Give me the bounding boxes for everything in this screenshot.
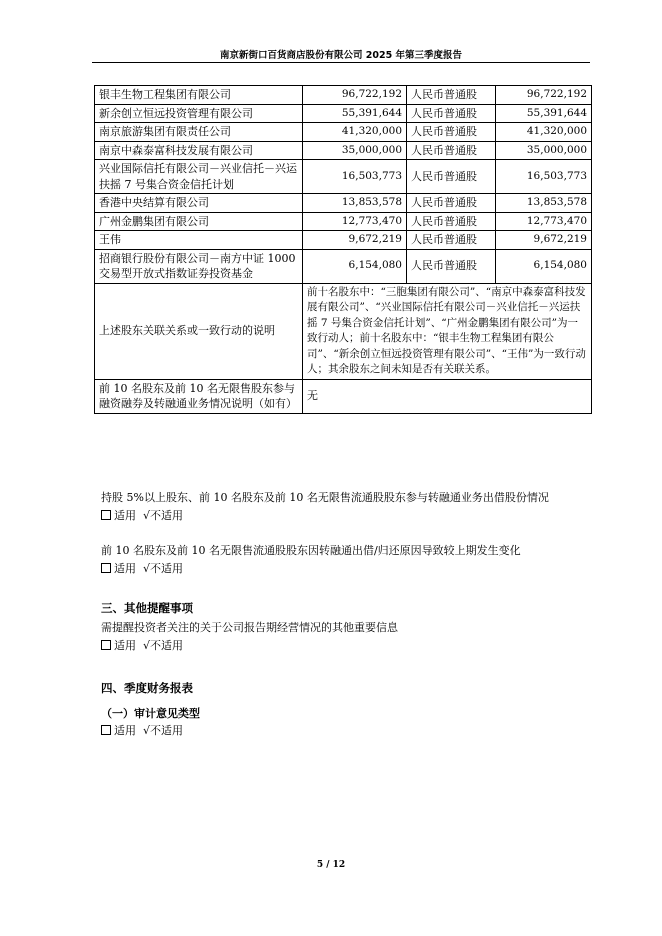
page-header: 南京新街口百货商店股份有限公司 2025 年第三季度报告 <box>219 50 463 61</box>
holder-shares: 35,000,000 <box>303 141 407 160</box>
share-type: 人民币普通股 <box>407 249 496 283</box>
share-count: 55,391,644 <box>496 104 592 123</box>
table-row <box>95 212 592 231</box>
holder-name: 王伟 <box>95 231 303 250</box>
relation-row <box>95 283 592 379</box>
share-type: 人民币普通股 <box>407 141 496 160</box>
holder-shares: 13,853,578 <box>303 194 407 213</box>
margin-text: 无 <box>303 379 592 413</box>
holder-name: 南京中森泰富科技发展有限公司 <box>95 141 303 160</box>
checkbox-icon <box>101 510 111 520</box>
holder-shares: 12,773,470 <box>303 212 407 231</box>
not-applicable-option: √不适用 <box>143 509 184 522</box>
section-4-options <box>101 722 183 740</box>
holder-shares: 55,391,644 <box>303 104 407 123</box>
applicable-option: 适用 <box>114 724 136 737</box>
lending-paragraph <box>101 489 549 525</box>
holder-shares: 41,320,000 <box>303 123 407 142</box>
holder-shares: 6,154,080 <box>303 249 407 283</box>
share-type: 人民币普通股 <box>407 104 496 123</box>
share-count: 13,853,578 <box>496 194 592 213</box>
section-3-title: 三、其他提醒事项 <box>101 601 193 615</box>
page-number: 5 / 12 <box>316 860 346 870</box>
not-applicable-option: √不适用 <box>143 562 184 575</box>
holder-shares: 9,672,219 <box>303 231 407 250</box>
share-type: 人民币普通股 <box>407 123 496 142</box>
share-type: 人民币普通股 <box>407 231 496 250</box>
holder-name: 兴业国际信托有限公司－兴业信托－兴运扶摇 7 号集合资金信托计划 <box>95 160 303 194</box>
table-row <box>95 231 592 250</box>
section-3-body <box>101 619 398 655</box>
not-applicable-option: √不适用 <box>143 639 184 652</box>
holder-shares: 96,722,192 <box>303 86 407 105</box>
margin-label: 前 10 名股东及前 10 名无限售股东参与融资融券及转融通业务情况说明（如有） <box>95 379 303 413</box>
share-count: 6,154,080 <box>496 249 592 283</box>
shareholders-table <box>94 85 592 414</box>
applicable-option: 适用 <box>114 509 136 522</box>
holder-name: 招商银行股份有限公司－南方中证 1000 交易型开放式指数证券投资基金 <box>95 249 303 283</box>
lending-options <box>101 507 549 525</box>
applicable-option: 适用 <box>114 562 136 575</box>
table-row <box>95 141 592 160</box>
table-row <box>95 194 592 213</box>
holder-name: 新余创立恒远投资管理有限公司 <box>95 104 303 123</box>
table-row <box>95 249 592 283</box>
share-count: 9,672,219 <box>496 231 592 250</box>
checkbox-icon <box>101 563 111 573</box>
share-type: 人民币普通股 <box>407 194 496 213</box>
table-row <box>95 104 592 123</box>
section-3-options <box>101 637 398 655</box>
not-applicable-option: √不适用 <box>143 724 184 737</box>
share-count: 12,773,470 <box>496 212 592 231</box>
lending-text: 持股 5%以上股东、前 10 名股东及前 10 名无限售流通股股东参与转融通业务出借股份情况 <box>101 491 549 504</box>
change-options <box>101 560 521 578</box>
share-count: 96,722,192 <box>496 86 592 105</box>
applicable-option: 适用 <box>114 639 136 652</box>
change-paragraph <box>101 542 521 578</box>
holder-name: 香港中央结算有限公司 <box>95 194 303 213</box>
share-type: 人民币普通股 <box>407 160 496 194</box>
change-text: 前 10 名股东及前 10 名无限售流通股股东因转融通出借/归还原因导致较上期发生变化 <box>101 544 521 557</box>
table-row <box>95 160 592 194</box>
share-count: 16,503,773 <box>496 160 592 194</box>
share-count: 41,320,000 <box>496 123 592 142</box>
section-3-text: 需提醒投资者关注的关于公司报告期经营情况的其他重要信息 <box>101 621 398 634</box>
share-type: 人民币普通股 <box>407 86 496 105</box>
holder-name: 南京旅游集团有限责任公司 <box>95 123 303 142</box>
section-4-title: 四、季度财务报表 <box>101 681 193 695</box>
header-rule <box>92 62 590 63</box>
margin-row <box>95 379 592 413</box>
relation-text: 前十名股东中：“三胞集团有限公司”、“南京中森泰富科技发展有限公司”、“兴业国际信托有限公司－兴业信托－兴运扶摇 7 号集合资金信托计划”、“广州金鹏集团有限公司”为一致行动人；前十名股东中：“银丰生物工程集团有限公司”、“新余创立恒远投资管理有限公司”、“王伟”为一致行动人；其余股东之间未知是否有关联关系。 <box>303 283 592 379</box>
table-row <box>95 123 592 142</box>
relation-label: 上述股东关联关系或一致行动的说明 <box>95 283 303 379</box>
checkbox-icon <box>101 725 111 735</box>
holder-shares: 16,503,773 <box>303 160 407 194</box>
holder-name: 银丰生物工程集团有限公司 <box>95 86 303 105</box>
share-count: 35,000,000 <box>496 141 592 160</box>
share-type: 人民币普通股 <box>407 212 496 231</box>
table-row <box>95 86 592 105</box>
checkbox-icon <box>101 640 111 650</box>
section-4-subtitle: （一）审计意见类型 <box>101 707 200 720</box>
holder-name: 广州金鹏集团有限公司 <box>95 212 303 231</box>
